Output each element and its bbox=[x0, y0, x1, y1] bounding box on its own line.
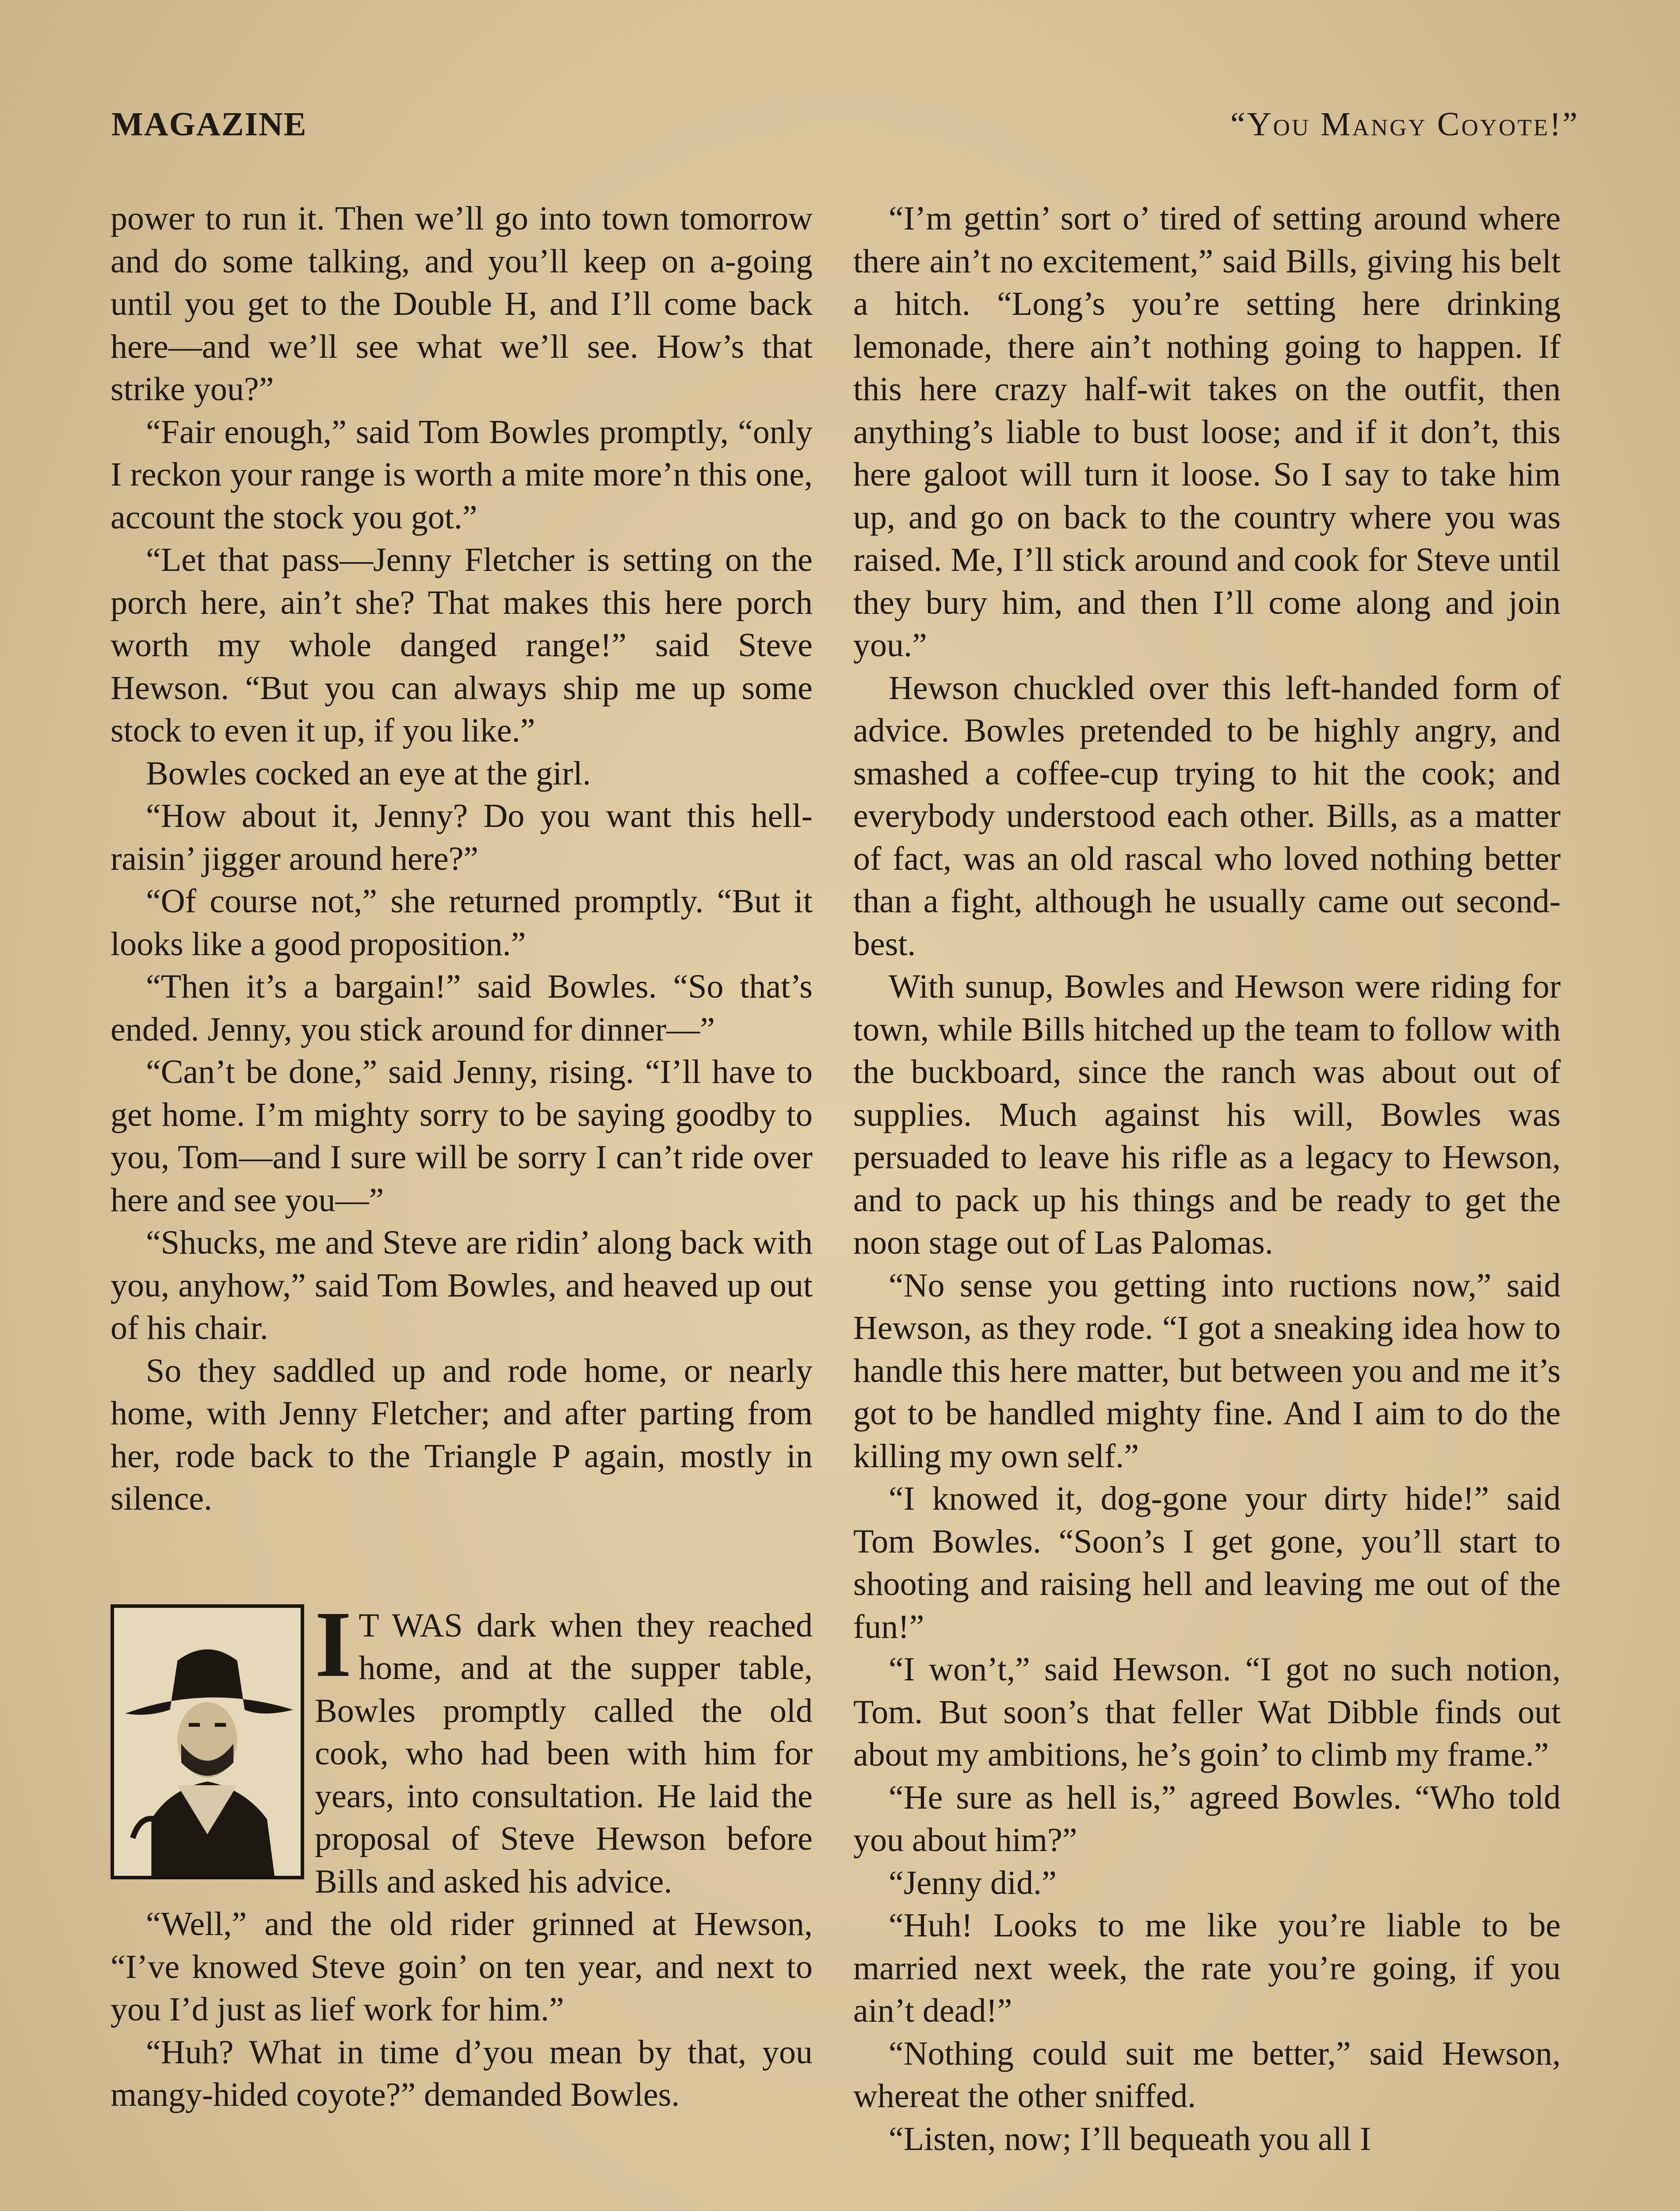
paragraph: “Of course not,” she returned promptly. “But it looks like a good proposition.” bbox=[111, 883, 813, 963]
paragraph: “Jenny did.” bbox=[889, 1864, 1057, 1901]
paragraph: “Fair enough,” said Tom Bowles promptly, “only I reckon your range is worth a mite more’n this one, account the stock you got.” bbox=[111, 413, 813, 536]
paragraph: So they saddled up and rode home, or nearly home, with Jenny Fletcher; and after parting from her, rode back to the Triangle P again, mostly in silence. bbox=[111, 1352, 813, 1517]
paragraph: “Shucks, me and Steve are ridin’ along back with you, anyhow,” said Tom Bowles, and heaved up out of his chair. bbox=[111, 1224, 813, 1346]
paragraph: “Listen, now; I’ll bequeath you all I bbox=[889, 2120, 1371, 2157]
paragraph: “He sure as hell is,” agreed Bowles. “Who told you about him?” bbox=[853, 1779, 1561, 1859]
paragraph: “Huh! Looks to me like you’re liable to be married next week, the rate you’re going, if you ain’t dead!” bbox=[853, 1907, 1561, 2029]
paragraph: “I knowed it, dog-gone your dirty hide!” said Tom Bowles. “Soon’s I get gone, you’ll start to shooting and raising hell and leaving me out of the fun!” bbox=[853, 1480, 1561, 1645]
paragraph: “Huh? What in time d’you mean by that, you mangy-hided coyote?” demanded Bowles. bbox=[111, 2033, 813, 2113]
paragraph: power to run it. Then we’ll go into town tomorrow and do some talking, and you’ll keep on a-going until you get to the Double H, and I’ll come back here—and we’ll see what we’ll see. How’s that strike you?” bbox=[111, 200, 813, 408]
paragraph: T WAS dark when they reached home, and at the supper table, Bowles promptly called the old cook, who had been with him for years, into consultation. He laid the proposal of Steve Hewson before Bills and asked his advice. bbox=[315, 1607, 813, 1900]
paragraph: “How about it, Jenny? Do you want this hell-raisin’ jigger around here?” bbox=[111, 797, 813, 877]
paragraph: “I won’t,” said Hewson. “I got no such notion, Tom. But soon’s that feller Wat Dibble finds out about my ambitions, he’s goin’ to climb my frame.” bbox=[853, 1651, 1561, 1773]
paragraph: Bowles cocked an eye at the girl. bbox=[146, 754, 591, 792]
cowboy-illustration bbox=[111, 1604, 304, 1879]
paragraph: “Well,” and the old rider grinned at Hewson, “I’ve knowed Steve goin’ on ten year, and next to you I’d just as lief work for him.” bbox=[111, 1905, 813, 2028]
paragraph: “Nothing could suit me better,” said Hewson, whereat the other sniffed. bbox=[853, 2035, 1561, 2115]
section-opening bbox=[111, 1591, 813, 1903]
paragraph: With sunup, Bowles and Hewson were riding for town, while Bills hitched up the team to follow with the buckboard, since the ranch was about out of supplies. Much against his will, Bowles was persuaded to leave his rifle as a legacy to Hewson, and to pack up his things and be ready to get the noon stage out of Las Palomas. bbox=[853, 968, 1561, 1261]
paragraph: Hewson chuckled over this left-handed form of advice. Bowles pretended to be highly angry, and smashed a coffee-cup trying to hit the cook; and everybody understood each other. Bills, as a matter of fact, was an old rascal who loved nothing better than a fight, although he usually came out second-best. bbox=[853, 669, 1561, 963]
drop-cap-letter: I bbox=[315, 1591, 352, 1697]
paragraph: “I’m gettin’ sort o’ tired of setting around where there ain’t no excitement,” said Bills, giving his belt a hitch. “Long’s you’re setting here drinking lemonade, there ain’t nothing going to happen. If this here crazy half-wit takes on the outfit, then anything’s liable to bust loose; and if it don’t, this here galoot will turn it loose. So I say to take him up, and go on back to the country where you was raised. Me, I’ll stick around and cook for Steve until they bury him, and then I’ll come along and join you.” bbox=[853, 200, 1561, 664]
paragraph: “Can’t be done,” said Jenny, rising. “I’ll have to get home. I’m mighty sorry to be saying goodby to you, Tom—and I sure will be sorry I can’t ride over here and see you—” bbox=[111, 1053, 813, 1219]
page-header-left: MAGAZINE bbox=[111, 106, 307, 143]
page-header-right: “You Mangy Coyote!” bbox=[1230, 106, 1579, 143]
paragraph: “Let that pass—Jenny Fletcher is setting on the porch here, ain’t she? That makes this here porch worth my whole danged range!” said Steve Hewson. “But you can always ship me up some stock to even it up, if you like.” bbox=[111, 541, 813, 749]
right-column bbox=[853, 197, 1561, 2160]
left-column bbox=[111, 197, 813, 2116]
paragraph: “Then it’s a bargain!” said Bowles. “So that’s ended. Jenny, you stick around for dinner—” bbox=[111, 968, 813, 1048]
paragraph: “No sense you getting into ructions now,” said Hewson, as they rode. “I got a sneaking idea how to handle this here matter, but between you and me it’s got to be handled mighty fine. And I aim to do the killing my own self.” bbox=[853, 1266, 1561, 1475]
